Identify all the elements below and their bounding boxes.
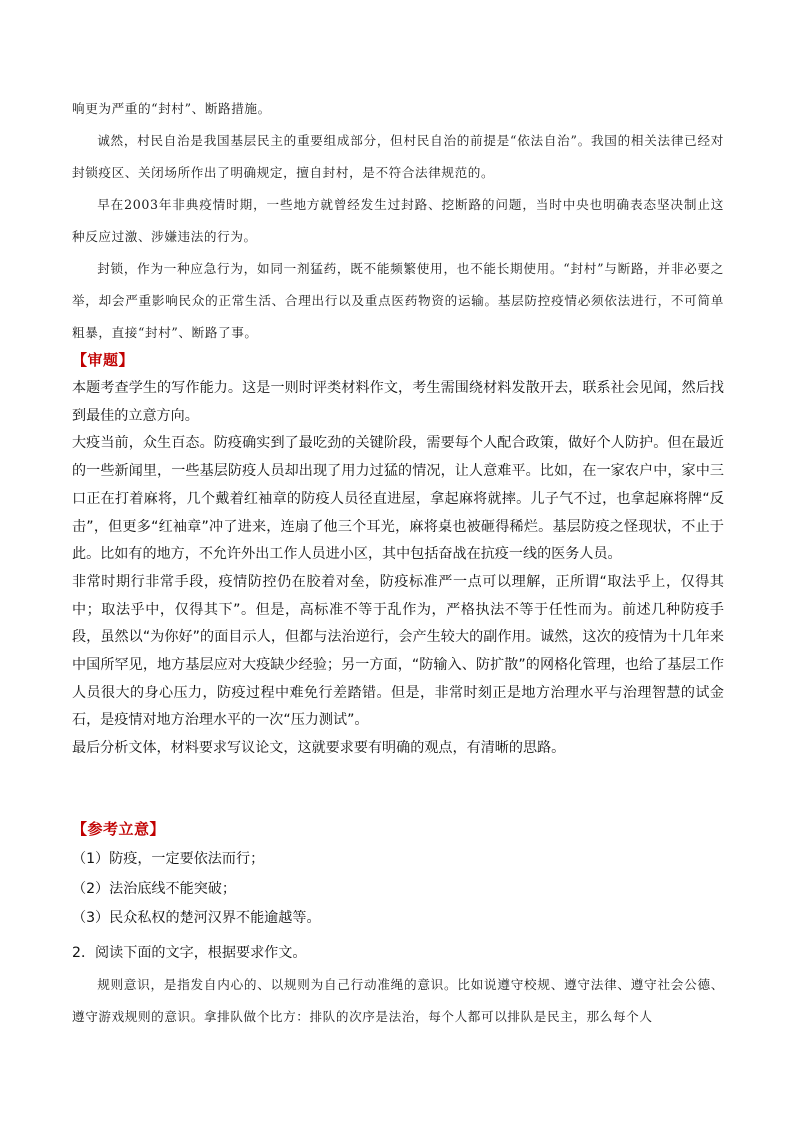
cankao-heading: 【参考立意】	[72, 820, 166, 838]
list-item: （1）防疫，一定要依法而行；	[72, 851, 265, 867]
passage-one-para: 响更为严重的“封村”、断路措施。	[72, 101, 271, 116]
analysis-para: 非常时期行非常手段，疫情防控仍在胶着对垒，防疫标准严一点可以理解，正所谓“取法乎上，仅得其中；取法乎中，仅得其下”。但是，高标准不等于乱作为，严格执法不等于任性而为。前述几种防疫手段，虽然以“为你好”的面目示人，但都与法治逆行，会产生较大的副作用。诚然，这次的疫情为十几年来中国所罕见，地方基层应对大疫缺少经验；另一方面，“防输入、防扩散”的网格化管理，也给了基层工作人员很大的身心压力，防疫过程中难免行差踏错。但是，非常时刻正是地方治理水平与治理智慧的试金石，是疫情对地方治理水平的一次“压力测试”。	[72, 573, 724, 729]
passage-one	[72, 93, 724, 349]
passage-one-para: 诚然，村民自治是我国基层民主的重要组成部分，但村民自治的前提是“依法自治”。我国的相关法律已经对封锁疫区、关闭场所作出了明确规定，擅自封村，是不符合法律规范的。	[72, 133, 724, 180]
analysis-para: 大疫当前，众生百态。防疫确实到了最吃劲的关键阶段，需要每个人配合政策，做好个人防护。但在最近的一些新闻里，一些基层防疫人员却出现了用力过猛的情况，让人意难平。比如，在一家农户中，家中三口正在打着麻将，几个戴着红袖章的防疫人员径直进屋，拿起麻将就摔。儿子气不过，也拿起麻将牌“反击”，但更多“红袖章”冲了进来，连扇了他三个耳光，麻将桌也被砸得稀烂。基层防疫之怪现状，不止于此。比如有的地方，不允许外出工作人员进小区，其中包括奋战在抗疫一线的医务人员。	[72, 435, 724, 563]
shenti-analysis	[72, 375, 724, 763]
question-two: 2．阅读下面的文字，根据要求作文。	[72, 945, 307, 961]
cankao-list	[72, 845, 724, 934]
shenti-heading: 【审题】	[72, 351, 135, 369]
passage-two-para: 规则意识，是指发自内心的、以规则为自己行动准绳的意识。比如说遵守校规、遵守法律、遵守社会公德、遵守游戏规则的意识。拿排队做个比方：排队的次序是法治，每个人都可以排队是民主，那么每个人	[72, 977, 724, 1024]
passage-one-para: 早在2003年非典疫情时期，一些地方就曾经发生过封路、挖断路的问题，当时中央也明确表态坚决制止这种反应过激、涉嫌违法的行为。	[72, 197, 724, 244]
list-item: （3）民众私权的楚河汉界不能逾越等。	[72, 910, 321, 926]
list-item: （2）法治底线不能突破；	[72, 880, 236, 897]
passage-one-para: 封锁，作为一种应急行为，如同一剂猛药，既不能频繁使用，也不能长期使用。“封村”与断路，并非必要之举，却会严重影响民众的正常生活、合理出行以及重点医药物资的运输。基层防控疫情必须依法进行，不可简单粗暴，直接“封村”、断路了事。	[72, 261, 724, 340]
analysis-para: 本题考查学生的写作能力。这是一则时评类材料作文，考生需围绕材料发散开去，联系社会见闻，然后找到最佳的立意方向。	[72, 380, 724, 424]
analysis-para: 最后分析文体，材料要求写议论文，这就要求要有明确的观点，有清晰的思路。	[72, 740, 566, 757]
passage-two	[72, 969, 724, 1033]
